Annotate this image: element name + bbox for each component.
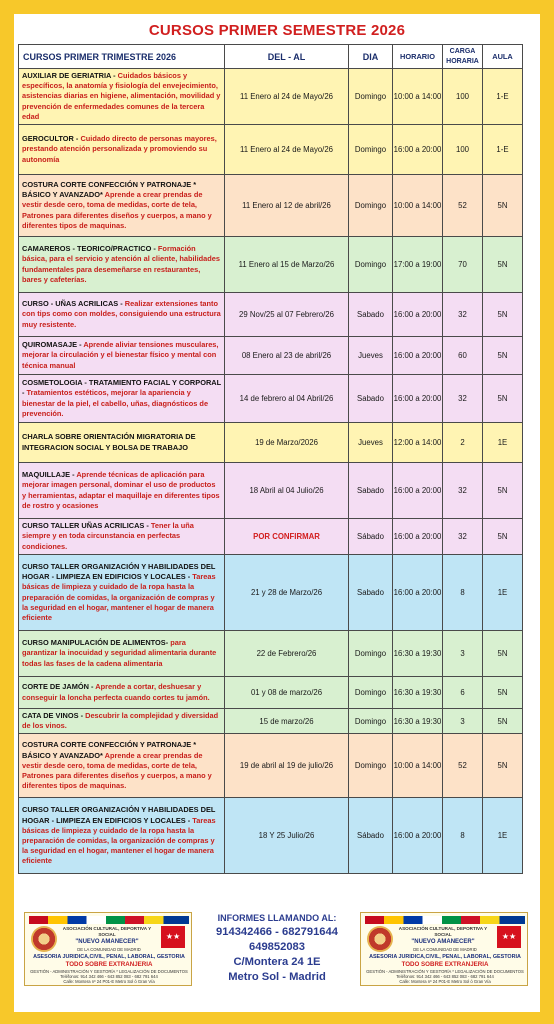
course-title: QUIROMASAJE - xyxy=(22,340,82,350)
course-schedule: 16:00 a 20:00 xyxy=(393,519,443,555)
course-cell xyxy=(19,375,225,423)
col-course: CURSOS PRIMER TRIMESTRE 2026 xyxy=(19,45,225,69)
col-room: AULA xyxy=(483,45,523,69)
course-row xyxy=(19,293,523,337)
course-schedule: 16:00 a 20:00 xyxy=(393,125,443,175)
course-day: Domingo xyxy=(349,677,393,709)
course-dates: 22 de Febrero/26 xyxy=(225,631,349,677)
course-cell xyxy=(19,519,225,555)
org-sub: DE LA COMUNIDAD DE MADRID xyxy=(77,947,141,952)
phones-line-1[interactable]: 914342466 - 682791644 xyxy=(216,926,338,938)
course-hours: 60 xyxy=(443,337,483,375)
course-schedule: 16:30 a 19:30 xyxy=(393,677,443,709)
org-name: "NUEVO AMANECER" xyxy=(411,939,475,945)
course-description: Aprende a cortar, deshuesar y conseguir la loncha perfecta cuando cortes tu jamón. xyxy=(22,682,210,702)
course-title: CHARLA SOBRE ORIENTACIÓN MIGRATORIA DE INTEGRACION SOCIAL Y BOLSA DE TRABAJO xyxy=(22,432,196,452)
course-day: Domingo xyxy=(349,175,393,237)
course-title: MAQUILLAJE - xyxy=(22,470,75,480)
course-row xyxy=(19,798,523,874)
course-day: Domingo xyxy=(349,69,393,125)
course-cell xyxy=(19,677,225,709)
course-room: 5N xyxy=(483,175,523,237)
course-description: Formación básica, para el servicio y atención al cliente, habilidades fundamentales para desemeñarse en restaurantes, bares y cafeterías. xyxy=(22,244,220,284)
metro: Metro Sol - Madrid xyxy=(228,971,326,983)
course-title: COSTURA CORTE CONFECCIÓN Y PATRONAJE * BÁSICO Y AVANZADO* xyxy=(22,740,197,760)
course-description: Aprende técnicas de aplicación para mejorar imagen personal, dominar el uso de productos y herramientas, adaptar el maquillaje en diferentes tipos de rostro y ocasiones xyxy=(22,470,220,510)
course-day: Sabado xyxy=(349,293,393,337)
org-top: ASOCIACIÓN CULTURAL, DEPORTIVA Y SOCIAL xyxy=(62,926,152,937)
course-schedule: 16:00 a 20:00 xyxy=(393,463,443,519)
course-cell xyxy=(19,69,225,125)
course-title: COSMETOLOGIA - TRATAMIENTO FACIAL Y CORPORAL - xyxy=(22,378,222,398)
course-description: Aprende a crear prendas de vestir desde cero, toma de medidas, corte de tela, Patrones para diferentes diseños y cuerpos, a mano y diferentes tipos de maquinas. xyxy=(22,750,212,791)
contact-info xyxy=(197,912,357,985)
course-schedule: 17:00 a 19:00 xyxy=(393,237,443,293)
course-dates: 19 de Marzo/2026 xyxy=(225,423,349,463)
course-title: GEROCULTOR - xyxy=(22,134,79,144)
course-row xyxy=(19,677,523,709)
course-hours: 3 xyxy=(443,631,483,677)
course-row xyxy=(19,709,523,734)
course-cell xyxy=(19,423,225,463)
course-room: 1-E xyxy=(483,125,523,175)
course-room: 1E xyxy=(483,798,523,874)
course-dates: 11 Enero al 12 de abril/26 xyxy=(225,175,349,237)
course-schedule: 10:00 a 14:00 xyxy=(393,734,443,798)
org-name: "NUEVO AMANECER" xyxy=(75,939,139,945)
org-sub: DE LA COMUNIDAD DE MADRID xyxy=(413,947,477,952)
course-day: Domingo xyxy=(349,125,393,175)
course-description: Tratamientos estéticos, mejorar la apariencia y bienestar de la piel, el cabello, uñas, diagnósticos de prevención. xyxy=(22,388,209,418)
course-hours: 8 xyxy=(443,798,483,874)
course-hours: 100 xyxy=(443,125,483,175)
course-schedule: 10:00 a 14:00 xyxy=(393,69,443,125)
course-row xyxy=(19,631,523,677)
course-schedule: 16:00 a 20:00 xyxy=(393,375,443,423)
course-day: Sabado xyxy=(349,375,393,423)
course-cell xyxy=(19,125,225,175)
course-day: Sábado xyxy=(349,798,393,874)
course-description: Realizar extensiones tanto con tips como con moldes, consiguiendo una estructura muy resistente. xyxy=(22,299,221,329)
course-dates: 21 y 28 de Marzo/26 xyxy=(225,555,349,631)
course-schedule: 10:00 a 14:00 xyxy=(393,175,443,237)
org-services: ASESORIA JURIDICA,CIVIL, PENAL, LABORAL, GESTORIA xyxy=(33,954,185,960)
col-day: DIA xyxy=(349,45,393,69)
course-room: 5N xyxy=(483,375,523,423)
org-street: Calle: Montera nº 24 P01-E Metro Sol ó Gran Vía xyxy=(63,979,155,984)
course-dates: 19 de abril al 19 de julio/26 xyxy=(225,734,349,798)
course-room: 5N xyxy=(483,734,523,798)
course-row xyxy=(19,69,523,125)
course-cell xyxy=(19,463,225,519)
course-title: CURSO - UÑAS ACRILICAS - xyxy=(22,299,123,309)
course-dates: 11 Enero al 15 de Marzo/26 xyxy=(225,237,349,293)
course-day: Jueves xyxy=(349,337,393,375)
course-title: CATA DE VINOS - xyxy=(22,711,84,721)
course-hours: 32 xyxy=(443,463,483,519)
course-dates: 01 y 08 de marzo/26 xyxy=(225,677,349,709)
org-top: ASOCIACIÓN CULTURAL, DEPORTIVA Y SOCIAL xyxy=(398,926,488,937)
course-row xyxy=(19,125,523,175)
course-room: 5N xyxy=(483,677,523,709)
phones-line-2[interactable]: 649852083 xyxy=(249,941,305,953)
course-dates: 08 Enero al 23 de abril/26 xyxy=(225,337,349,375)
course-row xyxy=(19,337,523,375)
course-room: 5N xyxy=(483,519,523,555)
course-title: COSTURA CORTE CONFECCIÓN Y PATRONAJE * BÁSICO Y AVANZADO* xyxy=(22,180,197,200)
course-hours: 52 xyxy=(443,734,483,798)
org-phones: Teléfonos: 914 342 466 - 643 852 083 - 682 791 644 xyxy=(396,974,494,979)
course-description: Descubrir la complejidad y diversidad de los vinos. xyxy=(22,711,219,731)
course-dates: 15 de marzo/26 xyxy=(225,709,349,734)
course-title: CORTE DE JAMÓN - xyxy=(22,682,94,692)
course-schedule: 16:00 a 20:00 xyxy=(393,293,443,337)
course-cell xyxy=(19,709,225,734)
org-street: Calle: Montera nº 24 P01-E Metro Sol ó Gran Vía xyxy=(399,979,491,984)
course-description: Tareas básicas de limpieza y cuidado de la ropa hasta la preparación de comidas, la organización de compras y la seguridad en el hogar, mantener el hogar de manera eficiente xyxy=(22,572,216,622)
course-hours: 6 xyxy=(443,677,483,709)
course-day: Domingo xyxy=(349,734,393,798)
course-hours: 2 xyxy=(443,423,483,463)
course-dates: 29 Nov/25 al 07 Febrero/26 xyxy=(225,293,349,337)
course-hours: 52 xyxy=(443,175,483,237)
course-cell xyxy=(19,337,225,375)
col-schedule: HORARIO xyxy=(393,45,443,69)
org-gestion: GESTIÓN - ADMINISTRACIÓN Y GESTORÍA * LEGALIZACIÓN DE DOCUMENTOS xyxy=(366,969,524,974)
courses-table xyxy=(18,44,523,874)
course-schedule: 16:00 a 20:00 xyxy=(393,337,443,375)
course-day: Sábado xyxy=(349,519,393,555)
course-day: Sabado xyxy=(349,463,393,519)
course-row xyxy=(19,734,523,798)
course-cell xyxy=(19,798,225,874)
course-room: 1E xyxy=(483,555,523,631)
course-room: 1-E xyxy=(483,69,523,125)
course-hours: 32 xyxy=(443,519,483,555)
course-title: AUXILIAR DE GERIATRIA - xyxy=(22,71,116,80)
course-sheet xyxy=(14,14,540,1012)
course-room: 5N xyxy=(483,709,523,734)
course-schedule: 16:30 a 19:30 xyxy=(393,631,443,677)
course-description: Tareas básicas de limpieza y cuidado de la ropa hasta la preparación de comidas, la organización de compras y la seguridad en el hogar, mantener el hogar de manera eficiente xyxy=(22,815,216,866)
association-logo-left xyxy=(24,912,192,986)
course-hours: 70 xyxy=(443,237,483,293)
flags-banner-icon xyxy=(29,916,189,924)
org-gestion: GESTIÓN - ADMINISTRACIÓN Y GESTORÍA * LEGALIZACIÓN DE DOCUMENTOS xyxy=(30,969,188,974)
association-logo-right xyxy=(360,912,528,986)
course-row xyxy=(19,519,523,555)
course-dates: POR CONFIRMAR xyxy=(225,519,349,555)
address: C/Montera 24 1E xyxy=(233,956,321,968)
course-dates: 11 Enero al 24 de Mayo/26 xyxy=(225,69,349,125)
course-description: Tener la uña siempre y en toda circunstancia en perfectas condiciones. xyxy=(22,521,194,551)
course-description: Cuidados básicos y específicos, la anatomía y fisiología del envejecimiento, asistencias diarias en higiene, alimentación, movilidad y prevención de enfermedades comunes de la tercera edad xyxy=(22,71,221,121)
course-title: CURSO TALLER ORGANIZACIÓN Y HABILIDADES DEL HOGAR - LIMPIEZA EN EDIFICIOS Y LOCALES - xyxy=(22,561,216,582)
course-schedule: 16:00 a 20:00 xyxy=(393,555,443,631)
course-dates: 18 Abril al 04 Julio/26 xyxy=(225,463,349,519)
course-title: CURSO MANIPULACIÓN DE ALIMENTOS- xyxy=(22,638,169,648)
course-cell xyxy=(19,734,225,798)
info-label: INFORMES LLAMANDO AL: xyxy=(217,913,337,923)
course-row xyxy=(19,463,523,519)
course-cell xyxy=(19,631,225,677)
course-room: 5N xyxy=(483,631,523,677)
flags-banner-icon xyxy=(365,916,525,924)
col-dates: DEL - AL xyxy=(225,45,349,69)
org-tagline: TODO SOBRE EXTRANJERIA xyxy=(401,961,489,968)
course-dates: 18 Y 25 Julio/26 xyxy=(225,798,349,874)
course-description: Cuidado directo de personas mayores, prestando atención personalizada y promoviendo su autonomía xyxy=(22,134,217,164)
course-cell xyxy=(19,237,225,293)
course-row xyxy=(19,175,523,237)
madrid-stars-icon: ★★ xyxy=(161,926,185,948)
course-hours: 32 xyxy=(443,375,483,423)
course-title: CURSO TALLER ORGANIZACIÓN Y HABILIDADES DEL HOGAR - LIMPIEZA EN EDIFICIOS Y LOCALES - xyxy=(22,805,216,825)
org-tagline: TODO SOBRE EXTRANJERIA xyxy=(65,961,153,968)
org-phones: Teléfonos: 914 342 466 - 643 852 083 - 682 791 644 xyxy=(60,974,158,979)
course-room: 5N xyxy=(483,337,523,375)
course-day: Jueves xyxy=(349,423,393,463)
course-room: 5N xyxy=(483,293,523,337)
org-services: ASESORIA JURIDICA,CIVIL, PENAL, LABORAL, GESTORIA xyxy=(369,954,521,960)
course-hours: 32 xyxy=(443,293,483,337)
course-cell xyxy=(19,293,225,337)
course-row xyxy=(19,375,523,423)
course-room: 5N xyxy=(483,237,523,293)
course-cell xyxy=(19,555,225,631)
course-schedule: 16:30 a 19:30 xyxy=(393,709,443,734)
course-dates: 11 Enero al 24 de Mayo/26 xyxy=(225,125,349,175)
course-row xyxy=(19,555,523,631)
course-day: Domingo xyxy=(349,237,393,293)
course-day: Domingo xyxy=(349,631,393,677)
course-row xyxy=(19,237,523,293)
course-row xyxy=(19,423,523,463)
course-description: para garantizar la inocuidad y seguridad alimentaria durante todas las fases de la cadena alimentaria xyxy=(22,638,217,668)
course-hours: 3 xyxy=(443,709,483,734)
course-schedule: 12:00 a 14:00 xyxy=(393,423,443,463)
course-room: 5N xyxy=(483,463,523,519)
page-title: CURSOS PRIMER SEMESTRE 2026 xyxy=(148,22,406,39)
course-title: CAMAREROS - TEORICO/PRACTICO - xyxy=(22,244,156,254)
course-cell xyxy=(19,175,225,237)
footer xyxy=(22,910,532,1006)
course-description: Aprende a crear prendas de vestir desde cero, toma de medidas, corte de tela, Patrones para diferentes diseños y cuerpos, a mano y diferentes tipos de maquinas. xyxy=(22,190,212,230)
course-dates: 14 de febrero al 04 Abril/26 xyxy=(225,375,349,423)
course-hours: 8 xyxy=(443,555,483,631)
course-day: Sabado xyxy=(349,555,393,631)
course-description: Aprende aliviar tensiones musculares, mejorar la circulación y el bienestar físico y mental con técnica manual xyxy=(22,340,219,370)
madrid-stars-icon: ★★ xyxy=(497,926,521,948)
course-title: CURSO TALLER UÑAS ACRILICAS - xyxy=(22,521,149,531)
col-hours: CARGA HORARIA xyxy=(443,45,483,69)
course-hours: 100 xyxy=(443,69,483,125)
course-day: Domingo xyxy=(349,709,393,734)
course-schedule: 16:00 a 20:00 xyxy=(393,798,443,874)
course-room: 1E xyxy=(483,423,523,463)
courses-table-body xyxy=(19,69,523,874)
